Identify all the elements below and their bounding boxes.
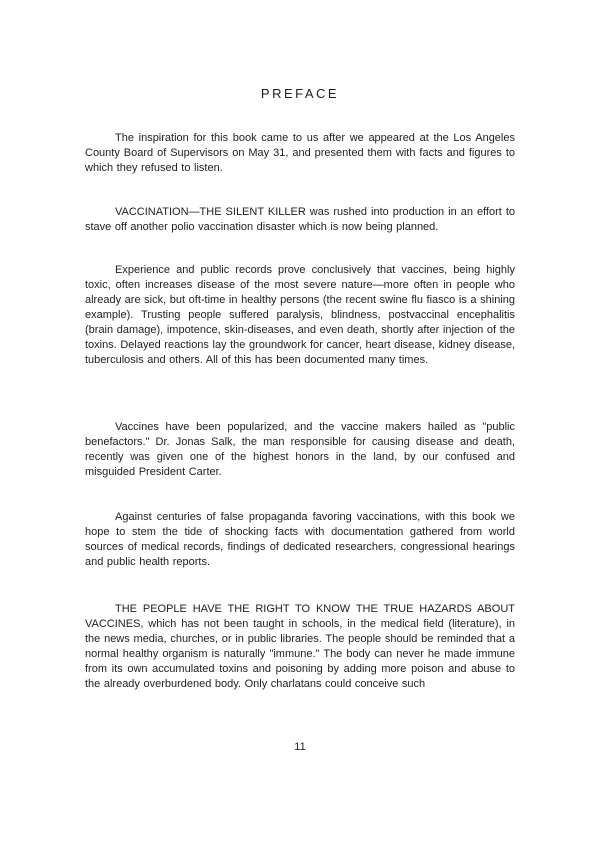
paragraph: THE PEOPLE HAVE THE RIGHT TO KNOW THE TRUE HAZARDS ABOUT VACCINES, which has not been taught in schools, in the medical field (literature), in the news media, churches, or in public libraries. The people should be reminded that a normal healthy organism is naturally "immune." The body can never he made immune from its own accumulated toxins and poisoning by adding more poison and abuse to the already overburdened body. Only charlatans could conceive such <box>85 603 515 690</box>
paragraph: Vaccines have been popularized, and the vaccine makers hailed as "public benefactors." Dr. Jonas Salk, the man responsible for causing disease and death, recently was given one of the highest honors in the land, by our confused and misguided President Carter. <box>85 421 515 478</box>
page-title: PREFACE <box>260 86 340 101</box>
paragraph: VACCINATION—THE SILENT KILLER was rushed into production in an effort to stave off another polio vaccination disaster which is now being planned. <box>85 206 515 233</box>
paragraph: Experience and public records prove conclusively that vaccines, being highly toxic, often increases disease of the most severe nature—more often in people who already are sick, but oft-time in healthy persons (the recent swine flu fiasco is a shining example). Trusting people suffered paralysis, blindness, postvaccinal encephalitis (brain damage), impotence, skin-diseases, and even death, shortly after injection of the toxins. Delayed reactions lay the groundwork for cancer, heart disease, kidney disease, tuberculosis and others. All of this has been documented many times. <box>85 264 515 366</box>
paragraph: The inspiration for this book came to us after we appeared at the Los Angeles County Board of Supervisors on May 31, and presented them with facts and figures to which they refused to listen. <box>85 132 515 174</box>
paragraph: Against centuries of false propaganda favoring vaccinations, with this book we hope to stem the tide of shocking facts with documentation gathered from world sources of medical records, findings of dedicated researchers, congressional hearings and public health reports. <box>85 511 515 568</box>
page-number: 11 <box>294 741 306 753</box>
